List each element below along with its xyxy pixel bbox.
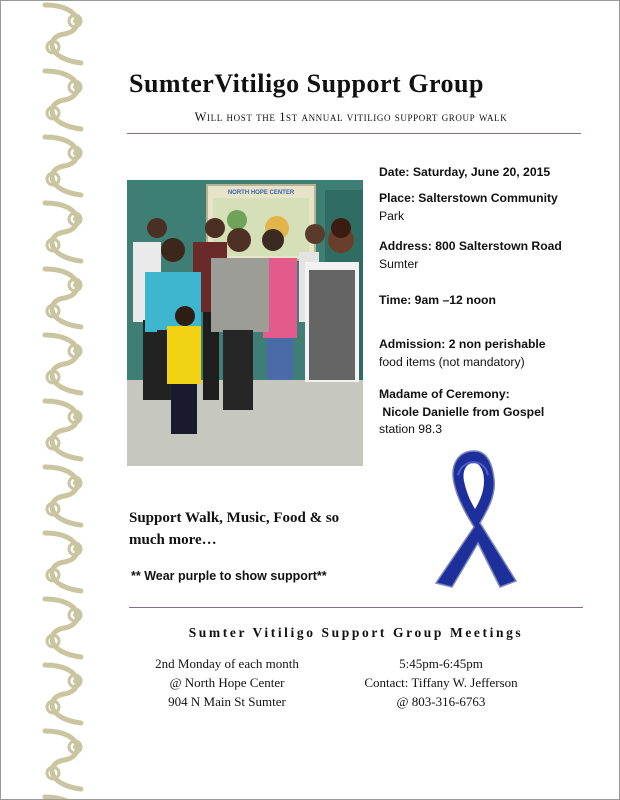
contact-line: 5:45pm-6:45pm xyxy=(399,656,483,671)
detail-line: Address: 800 Salterstown Road xyxy=(379,239,562,253)
ornamental-border xyxy=(31,1,97,800)
bottom-divider xyxy=(129,607,583,608)
schedule-line: @ North Hope Center xyxy=(169,675,285,690)
group-photo xyxy=(127,180,363,466)
detail-address xyxy=(379,238,584,273)
detail-time xyxy=(379,292,584,310)
flyer-subtitle: Will host the 1st annual vitiligo support group walk xyxy=(194,110,508,124)
wear-purple-note: ** Wear purple to show support** xyxy=(131,569,327,583)
schedule-line: 904 N Main St Sumter xyxy=(168,694,286,709)
detail-line: Place: Salterstown Community xyxy=(379,191,558,205)
detail-line: Nicole Danielle from Gospel xyxy=(379,404,545,419)
detail-line: Time: 9am –12 noon xyxy=(379,293,496,307)
photo-sign-text: NORTH HOPE CENTER xyxy=(227,190,295,196)
flyer-title: SumterVitiligo Support Group xyxy=(129,69,484,98)
detail-line: Madame of Ceremony: xyxy=(379,387,510,401)
meetings-schedule xyxy=(117,654,337,711)
detail-line: station 98.3 xyxy=(379,422,443,436)
highlights-line: much more… xyxy=(129,532,217,548)
detail-date xyxy=(379,164,584,182)
detail-line: Date: Saturday, June 20, 2015 xyxy=(379,165,551,179)
detail-line: Park xyxy=(379,208,405,223)
meetings-title: Sumter Vitiligo Support Group Meetings xyxy=(188,625,524,640)
highlights-text xyxy=(129,507,369,551)
detail-line: Admission: 2 non perishable xyxy=(379,337,546,351)
awareness-ribbon-icon xyxy=(428,445,520,591)
detail-line: food items (not mandatory) xyxy=(379,354,525,369)
schedule-line: 2nd Monday of each month xyxy=(155,656,299,671)
highlights-line: Support Walk, Music, Food & so xyxy=(129,510,340,526)
contact-line: Contact: Tiffany W. Jefferson xyxy=(364,675,518,690)
detail-ceremony xyxy=(379,386,584,439)
meetings-contact xyxy=(331,654,551,711)
detail-line: Sumter xyxy=(379,256,419,271)
detail-admission xyxy=(379,336,584,371)
contact-line: @ 803-316-6763 xyxy=(396,694,486,709)
top-divider xyxy=(127,133,581,134)
detail-place xyxy=(379,190,584,225)
